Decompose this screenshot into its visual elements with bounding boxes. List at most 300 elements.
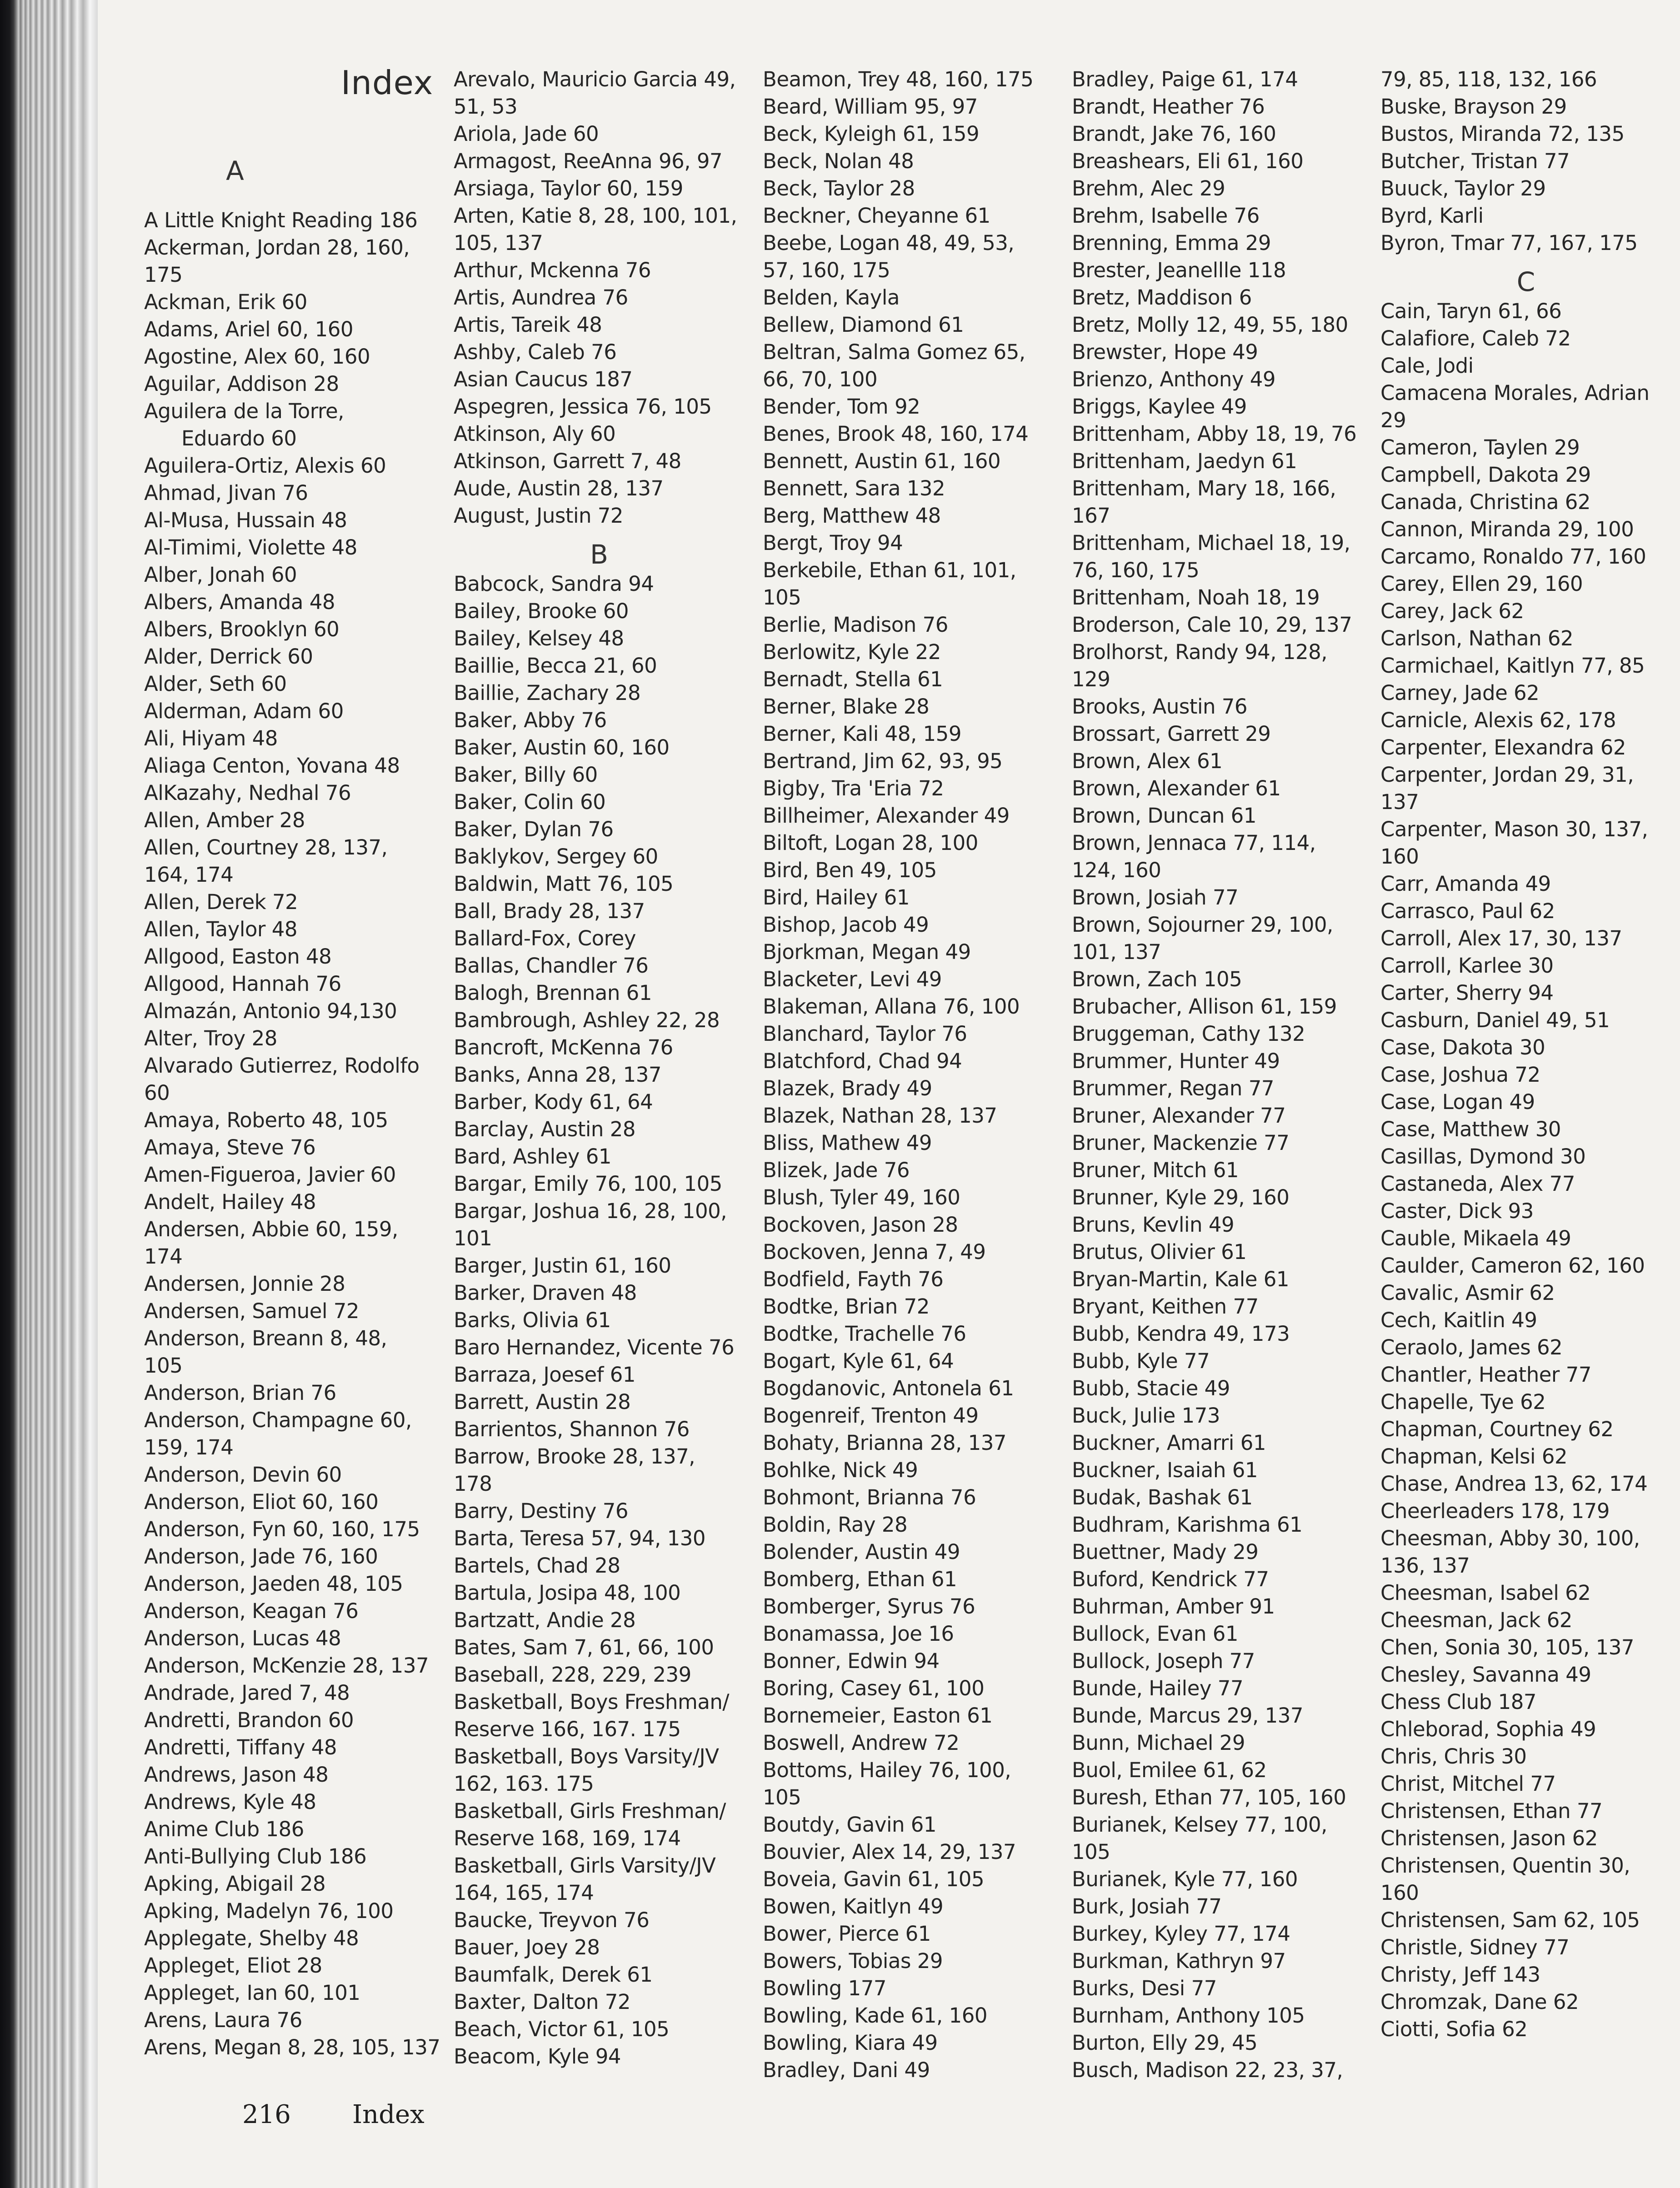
index-entry: Berlie, Madison 76	[763, 613, 948, 637]
index-entry: Buckner, Amarri 61	[1072, 1431, 1266, 1455]
index-entry: 167	[1072, 504, 1110, 528]
index-entry: Boveia, Gavin 61, 105	[763, 1867, 985, 1891]
index-entry: Bliss, Mathew 49	[763, 1131, 932, 1155]
index-entry: Baklykov, Sergey 60	[454, 844, 658, 869]
index-entry: Benes, Brook 48, 160, 174	[763, 422, 1029, 446]
index-entry: Anime Club 186	[144, 1817, 304, 1841]
index-entry: Byrd, Karli	[1380, 204, 1484, 228]
index-entry: Brehm, Alec 29	[1072, 176, 1225, 200]
index-entry: Biltoft, Logan 28, 100	[763, 831, 978, 855]
index-entry: Bodtke, Brian 72	[763, 1294, 930, 1319]
index-entry: Almazán, Antonio 94,130	[144, 999, 397, 1023]
index-entry: Chesley, Savanna 49	[1380, 1663, 1591, 1687]
index-entry: Carrasco, Paul 62	[1380, 899, 1555, 923]
index-entry: Blakeman, Allana 76, 100	[763, 994, 1020, 1019]
index-entry: Boring, Casey 61, 100	[763, 1676, 985, 1700]
index-entry: Eduardo 60	[181, 426, 297, 450]
index-entry: Anderson, Breann 8, 48,	[144, 1326, 387, 1350]
index-entry: Chromzak, Dane 62	[1380, 1990, 1579, 2014]
index-entry: Bustos, Miranda 72, 135	[1380, 122, 1625, 146]
index-entry: Christy, Jeff 143	[1380, 1963, 1540, 1987]
index-entry: Amen-Figueroa, Javier 60	[144, 1163, 396, 1187]
index-entry: Ceraolo, James 62	[1380, 1335, 1563, 1359]
index-entry: Baxter, Dalton 72	[454, 1990, 631, 2014]
index-entry: Allen, Derek 72	[144, 890, 298, 914]
index-entry: 29	[1380, 408, 1406, 432]
index-entry: Berner, Kali 48, 159	[763, 722, 961, 746]
index-entry: Blatchford, Chad 94	[763, 1049, 962, 1073]
index-entry: Cauble, Mikaela 49	[1380, 1226, 1571, 1250]
index-entry: Bretz, Molly 12, 49, 55, 180	[1072, 313, 1348, 337]
index-entry: Basketball, Boys Freshman/	[454, 1690, 730, 1714]
index-entry: Ball, Brady 28, 137	[454, 899, 645, 923]
index-entry: Cheesman, Isabel 62	[1380, 1581, 1591, 1605]
index-entry: Andelt, Hailey 48	[144, 1190, 316, 1214]
index-entry: 66, 70, 100	[763, 367, 878, 391]
index-entry: Apking, Abigail 28	[144, 1872, 326, 1896]
index-entry: Brittenham, Abby 18, 19, 76	[1072, 422, 1357, 446]
index-entry: Bartels, Chad 28	[454, 1554, 620, 1578]
index-entry: Bogart, Kyle 61, 64	[763, 1349, 954, 1373]
index-entry: Albers, Brooklyn 60	[144, 617, 340, 641]
index-entry: 79, 85, 118, 132, 166	[1380, 67, 1597, 91]
index-entry: Bargar, Joshua 16, 28, 100,	[454, 1199, 727, 1223]
index-entry: Andretti, Tiffany 48	[144, 1735, 337, 1759]
index-entry: Bishop, Jacob 49	[763, 913, 929, 937]
index-entry: Anti-Bullying Club 186	[144, 1844, 367, 1868]
index-entry: Brienzo, Anthony 49	[1072, 367, 1276, 391]
index-entry: Bergt, Troy 94	[763, 531, 903, 555]
index-entry: Bunde, Hailey 77	[1072, 1676, 1244, 1700]
index-entry: 105	[763, 1785, 801, 1809]
index-entry: Barger, Justin 61, 160	[454, 1254, 671, 1278]
index-entry: Carey, Jack 62	[1380, 599, 1524, 623]
index-entry: Anderson, Jaeden 48, 105	[144, 1572, 403, 1596]
index-entry: 105	[1072, 1840, 1110, 1864]
index-entry: Basketball, Girls Varsity/JV	[454, 1853, 716, 1878]
index-entry: Carpenter, Jordan 29, 31,	[1380, 763, 1634, 787]
index-entry: Barta, Teresa 57, 94, 130	[454, 1526, 705, 1550]
index-entry: Reserve 166, 167. 175	[454, 1717, 681, 1741]
index-entry: Bender, Tom 92	[763, 395, 920, 419]
index-entry: Bouvier, Alex 14, 29, 137	[763, 1840, 1016, 1864]
index-entry: Allgood, Hannah 76	[144, 972, 341, 996]
index-entry: 105, 137	[454, 231, 543, 255]
index-entry: Ciotti, Sofia 62	[1380, 2017, 1528, 2041]
index-entry: Berner, Blake 28	[763, 694, 930, 719]
index-entry: 60	[144, 1081, 170, 1105]
index-entry: Aspegren, Jessica 76, 105	[454, 395, 712, 419]
index-entry: Ahmad, Jivan 76	[144, 481, 308, 505]
index-entry: Boutdy, Gavin 61	[763, 1813, 937, 1837]
index-entry: Agostine, Alex 60, 160	[144, 345, 370, 369]
index-entry: Chapman, Kelsi 62	[1380, 1444, 1568, 1469]
index-entry: Brehm, Isabelle 76	[1072, 204, 1260, 228]
index-entry: Bornemeier, Easton 61	[763, 1703, 993, 1728]
index-entry: Brown, Duncan 61	[1072, 804, 1256, 828]
index-entry: 136, 137	[1380, 1554, 1470, 1578]
index-entry: Arens, Megan 8, 28, 105, 137	[144, 2035, 440, 2059]
index-entry: Anderson, Devin 60	[144, 1463, 342, 1487]
index-page	[98, 0, 1680, 2188]
index-entry: Atkinson, Garrett 7, 48	[454, 449, 681, 473]
index-entry: Andrade, Jared 7, 48	[144, 1681, 350, 1705]
index-entry: Brittenham, Michael 18, 19,	[1072, 531, 1350, 555]
index-entry: Bernadt, Stella 61	[763, 667, 943, 691]
index-entry: Anderson, Lucas 48	[144, 1626, 341, 1650]
index-entry: Butcher, Tristan 77	[1380, 149, 1570, 173]
index-entry: Chess Club 187	[1380, 1690, 1537, 1714]
index-entry: Burnham, Anthony 105	[1072, 2003, 1305, 2028]
index-entry: Bockoven, Jenna 7, 49	[763, 1240, 986, 1264]
index-column-3	[763, 66, 1054, 2084]
index-entry: Campbell, Dakota 29	[1380, 463, 1591, 487]
index-entry: Bohmont, Brianna 76	[763, 1485, 976, 1509]
index-entry: Baillie, Becca 21, 60	[454, 654, 657, 678]
index-entry: Bonner, Edwin 94	[763, 1649, 940, 1673]
index-entry: Bellew, Diamond 61	[763, 313, 964, 337]
index-entry: Cech, Kaitlin 49	[1380, 1308, 1537, 1332]
index-entry: Ballas, Chandler 76	[454, 954, 649, 978]
index-entry: Beckner, Cheyanne 61	[763, 204, 990, 228]
index-entry: Brutus, Olivier 61	[1072, 1240, 1247, 1264]
index-entry: Bomberg, Ethan 61	[763, 1567, 957, 1591]
index-entry: Bubb, Kyle 77	[1072, 1349, 1210, 1373]
index-entry: Bowling 177	[763, 1976, 886, 2000]
index-entry: Applegate, Shelby 48	[144, 1926, 359, 1950]
index-entry: Burkey, Kyley 77, 174	[1072, 1922, 1290, 1946]
index-entry: Case, Matthew 30	[1380, 1117, 1561, 1141]
index-entry: Carroll, Alex 17, 30, 137	[1380, 926, 1622, 950]
index-entry: Baker, Colin 60	[454, 790, 606, 814]
index-entry: Carey, Ellen 29, 160	[1380, 572, 1583, 596]
index-entry: Beach, Victor 61, 105	[454, 2017, 670, 2041]
index-entry: Buhrman, Amber 91	[1072, 1594, 1275, 1619]
index-entry: Cain, Taryn 61, 66	[1380, 299, 1562, 323]
index-entry: Aguilar, Addison 28	[144, 372, 339, 396]
index-entry: Bauer, Joey 28	[454, 1935, 600, 1959]
index-entry: Bolender, Austin 49	[763, 1540, 960, 1564]
index-entry: Carmichael, Kaitlyn 77, 85	[1380, 654, 1645, 678]
index-entry: Beck, Kyleigh 61, 159	[763, 122, 980, 146]
index-entry: Chen, Sonia 30, 105, 137	[1380, 1635, 1635, 1659]
index-entry: Bretz, Maddison 6	[1072, 285, 1252, 310]
index-entry: Bomberger, Syrus 76	[763, 1594, 975, 1619]
index-entry: Brittenham, Mary 18, 166,	[1072, 476, 1336, 500]
index-entry: Brolhorst, Randy 94, 128,	[1072, 640, 1328, 664]
index-entry: Brandt, Heather 76	[1072, 95, 1265, 119]
index-entry: Anderson, Champagne 60,	[144, 1408, 412, 1432]
index-entry: Christensen, Jason 62	[1380, 1826, 1598, 1850]
page-title: Index	[341, 64, 434, 102]
index-entry: Bullock, Evan 61	[1072, 1622, 1239, 1646]
index-entry: Carpenter, Elexandra 62	[1380, 735, 1626, 759]
index-entry: Basketball, Boys Varsity/JV	[454, 1744, 719, 1768]
index-entry: Burks, Desi 77	[1072, 1976, 1217, 2000]
index-entry: Breashears, Eli 61, 160	[1072, 149, 1304, 173]
index-entry: Barry, Destiny 76	[454, 1499, 629, 1523]
index-entry: Alderman, Adam 60	[144, 699, 344, 723]
index-entry: Baseball, 228, 229, 239	[454, 1663, 691, 1687]
index-entry: Blazek, Nathan 28, 137	[763, 1104, 997, 1128]
index-entry: 164, 165, 174	[454, 1881, 594, 1905]
index-entry: Aguilera-Ortiz, Alexis 60	[144, 454, 386, 478]
index-entry: Cheesman, Abby 30, 100,	[1380, 1526, 1640, 1550]
index-entry: Bennett, Austin 61, 160	[763, 449, 1001, 473]
index-entry: Brown, Jennaca 77, 114,	[1072, 831, 1316, 855]
index-entry: Bockoven, Jason 28	[763, 1213, 958, 1237]
index-entry: Cameron, Taylen 29	[1380, 435, 1580, 460]
index-entry: Canada, Christina 62	[1380, 490, 1591, 514]
index-entry: Bowers, Tobias 29	[763, 1949, 943, 1973]
index-entry: Carpenter, Mason 30, 137,	[1380, 817, 1648, 841]
index-entry: Chapelle, Tye 62	[1380, 1390, 1546, 1414]
index-entry: 164, 174	[144, 863, 234, 887]
index-entry: 57, 160, 175	[763, 258, 890, 282]
index-entry: Banks, Anna 28, 137	[454, 1063, 662, 1087]
index-entry: Burk, Josiah 77	[1072, 1894, 1222, 1918]
index-entry: Babcock, Sandra 94	[454, 572, 654, 596]
index-entry: Andrews, Jason 48	[144, 1763, 329, 1787]
index-entry: Bogenreif, Trenton 49	[763, 1404, 979, 1428]
index-entry: Bradley, Dani 49	[763, 2058, 930, 2082]
index-entry: Christensen, Quentin 30,	[1380, 1853, 1630, 1878]
index-entry: A Little Knight Reading 186	[144, 208, 418, 232]
index-column-2	[454, 66, 745, 2070]
index-entry: Carter, Sherry 94	[1380, 981, 1554, 1005]
index-entry: Belden, Kayla	[763, 285, 900, 310]
index-entry: Bubb, Kendra 49, 173	[1072, 1322, 1290, 1346]
index-entry: Castaneda, Alex 77	[1380, 1172, 1575, 1196]
section-letter: A	[226, 155, 244, 186]
page-number: 216	[242, 2100, 291, 2129]
index-entry: Ackman, Erik 60	[144, 290, 307, 314]
index-entry: Ariola, Jade 60	[454, 122, 599, 146]
index-entry: Andersen, Jonnie 28	[144, 1272, 345, 1296]
index-entry: Baker, Billy 60	[454, 763, 598, 787]
index-entry: Bjorkman, Megan 49	[763, 940, 971, 964]
index-entry: Adams, Ariel 60, 160	[144, 317, 354, 341]
index-entry: Appleget, Ian 60, 101	[144, 1981, 360, 2005]
index-entry: Bruns, Kevlin 49	[1072, 1213, 1235, 1237]
index-entry: Carnicle, Alexis 62, 178	[1380, 708, 1616, 732]
index-entry: Buresh, Ethan 77, 105, 160	[1072, 1785, 1346, 1809]
index-entry: Brittenham, Jaedyn 61	[1072, 449, 1297, 473]
index-entry: Anderson, McKenzie 28, 137	[144, 1653, 429, 1678]
index-entry: Bartula, Josipa 48, 100	[454, 1581, 681, 1605]
index-entry: Andersen, Samuel 72	[144, 1299, 360, 1323]
index-entry: Bunde, Marcus 29, 137	[1072, 1703, 1303, 1728]
index-entry: Allen, Amber 28	[144, 808, 305, 832]
index-entry: Arten, Katie 8, 28, 100, 101,	[454, 204, 737, 228]
index-entry: Barrientos, Shannon 76	[454, 1417, 690, 1441]
index-entry: Bradley, Paige 61, 174	[1072, 67, 1298, 91]
index-entry: Albers, Amanda 48	[144, 590, 335, 614]
index-entry: Burkman, Kathryn 97	[1072, 1949, 1286, 1973]
index-entry: Buford, Kendrick 77	[1072, 1567, 1269, 1591]
index-entry: Beck, Nolan 48	[763, 149, 914, 173]
index-entry: Christensen, Sam 62, 105	[1380, 1908, 1640, 1932]
index-entry: AlKazahy, Nedhal 76	[144, 781, 351, 805]
index-entry: Amaya, Steve 76	[144, 1135, 316, 1159]
index-entry: Andrews, Kyle 48	[144, 1790, 316, 1814]
index-entry: 160	[1380, 844, 1419, 869]
index-entry: Brubacher, Allison 61, 159	[1072, 994, 1337, 1019]
index-entry: Aliaga Centon, Yovana 48	[144, 754, 400, 778]
index-entry: Bodfield, Fayth 76	[763, 1267, 944, 1291]
index-entry: Anderson, Eliot 60, 160	[144, 1490, 379, 1514]
index-entry: Blazek, Brady 49	[763, 1076, 932, 1100]
index-entry: 137	[1380, 790, 1419, 814]
index-entry: 178	[454, 1472, 492, 1496]
index-entry: Cavalic, Asmir 62	[1380, 1281, 1555, 1305]
index-entry: Bailey, Kelsey 48	[454, 626, 624, 650]
index-entry: Bird, Ben 49, 105	[763, 858, 937, 882]
index-entry: Alder, Derrick 60	[144, 644, 313, 669]
index-entry: Barber, Kody 61, 64	[454, 1090, 653, 1114]
index-entry: Brester, Jeanellle 118	[1072, 258, 1286, 282]
index-entry: Brandt, Jake 76, 160	[1072, 122, 1276, 146]
index-entry: Chris, Chris 30	[1380, 1744, 1527, 1768]
index-entry: 159, 174	[144, 1435, 234, 1459]
index-entry: Bruggeman, Cathy 132	[1072, 1022, 1305, 1046]
index-entry: Buol, Emilee 61, 62	[1072, 1758, 1267, 1782]
index-entry: Blanchard, Taylor 76	[763, 1022, 967, 1046]
index-entry: Burianek, Kelsey 77, 100,	[1072, 1813, 1327, 1837]
index-entry: Baro Hernandez, Vicente 76	[454, 1335, 735, 1359]
index-entry: Broderson, Cale 10, 29, 137	[1072, 613, 1352, 637]
index-entry: Buckner, Isaiah 61	[1072, 1458, 1258, 1482]
index-entry: Cheerleaders 178, 179	[1380, 1499, 1610, 1523]
index-entry: Briggs, Kaylee 49	[1072, 395, 1247, 419]
index-entry: Cheesman, Jack 62	[1380, 1608, 1573, 1632]
index-entry: Buuck, Taylor 29	[1380, 176, 1546, 200]
index-entry: Ackerman, Jordan 28, 160,	[144, 235, 410, 260]
index-entry: Caulder, Cameron 62, 160	[1380, 1254, 1645, 1278]
index-entry: Bowen, Kaitlyn 49	[763, 1894, 944, 1918]
index-entry: Chantler, Heather 77	[1380, 1363, 1591, 1387]
index-entry: Anderson, Fyn 60, 160, 175	[144, 1517, 420, 1541]
index-entry: Bruner, Alexander 77	[1072, 1104, 1286, 1128]
index-entry: Brooks, Austin 76	[1072, 694, 1248, 719]
index-entry: Al-Timimi, Violette 48	[144, 535, 357, 559]
index-entry: Carney, Jade 62	[1380, 681, 1540, 705]
index-entry: Brummer, Regan 77	[1072, 1076, 1275, 1100]
index-entry: Bird, Hailey 61	[763, 885, 910, 909]
index-entry: Barrett, Austin 28	[454, 1390, 631, 1414]
index-entry: Arens, Laura 76	[144, 2008, 302, 2032]
index-entry: Bohlke, Nick 49	[763, 1458, 918, 1482]
index-entry: Case, Dakota 30	[1380, 1035, 1545, 1059]
index-entry: Allen, Courtney 28, 137,	[144, 835, 388, 859]
index-entry: Brunner, Kyle 29, 160	[1072, 1185, 1290, 1209]
index-entry: Carr, Amanda 49	[1380, 872, 1551, 896]
index-entry: Bunn, Michael 29	[1072, 1731, 1245, 1755]
index-entry: Ashby, Caleb 76	[454, 340, 617, 364]
index-entry: Chleborad, Sophia 49	[1380, 1717, 1596, 1741]
index-entry: Baker, Abby 76	[454, 708, 607, 732]
index-entry: 101	[454, 1226, 492, 1250]
index-entry: Budhram, Karishma 61	[1072, 1513, 1303, 1537]
index-entry: Beebe, Logan 48, 49, 53,	[763, 231, 1015, 255]
index-entry: Bubb, Stacie 49	[1072, 1376, 1230, 1400]
index-entry: Allen, Taylor 48	[144, 917, 297, 941]
index-entry: Brown, Josiah 77	[1072, 885, 1239, 909]
index-entry: Bower, Pierce 61	[763, 1922, 931, 1946]
index-entry: Baker, Dylan 76	[454, 817, 614, 841]
index-entry: 129	[1072, 667, 1110, 691]
index-entry: Brummer, Hunter 49	[1072, 1049, 1280, 1073]
index-column-1	[144, 155, 440, 2061]
index-entry: Apking, Madelyn 76, 100	[144, 1899, 394, 1923]
index-entry: Brenning, Emma 29	[1072, 231, 1271, 255]
index-entry: Buettner, Mady 29	[1072, 1540, 1259, 1564]
index-entry: Alder, Seth 60	[144, 672, 287, 696]
index-entry: 160	[1380, 1881, 1419, 1905]
index-entry: Brown, Alexander 61	[1072, 776, 1281, 800]
index-entry: 162, 163. 175	[454, 1772, 594, 1796]
index-entry: Alber, Jonah 60	[144, 563, 297, 587]
index-entry: Bullock, Joseph 77	[1072, 1649, 1255, 1673]
index-entry: Caster, Dick 93	[1380, 1199, 1534, 1223]
index-entry: Budak, Bashak 61	[1072, 1485, 1253, 1509]
index-entry: Alvarado Gutierrez, Rodolfo	[144, 1054, 420, 1078]
index-entry: Bruner, Mackenzie 77	[1072, 1131, 1290, 1155]
index-entry: Case, Joshua 72	[1380, 1063, 1540, 1087]
index-entry: Bodtke, Trachelle 76	[763, 1322, 966, 1346]
index-entry: Carroll, Karlee 30	[1380, 954, 1554, 978]
index-entry: Asian Caucus 187	[454, 367, 633, 391]
index-column-5	[1380, 66, 1671, 2043]
index-entry: Beltran, Salma Gomez 65,	[763, 340, 1025, 364]
index-entry: Carlson, Nathan 62	[1380, 626, 1574, 650]
index-entry: August, Justin 72	[454, 504, 624, 528]
index-entry: Cale, Jodi	[1380, 354, 1474, 378]
index-entry: Ballard-Fox, Corey	[454, 926, 636, 950]
index-entry: Andersen, Abbie 60, 159,	[144, 1217, 398, 1241]
index-entry: Arevalo, Mauricio Garcia 49,	[454, 67, 736, 91]
index-entry: Balogh, Brennan 61	[454, 981, 652, 1005]
index-entry: Bowling, Kade 61, 160	[763, 2003, 988, 2028]
index-entry: Bard, Ashley 61	[454, 1144, 611, 1169]
index-entry: Amaya, Roberto 48, 105	[144, 1108, 388, 1132]
index-entry: Bruner, Mitch 61	[1072, 1158, 1239, 1182]
index-entry: Bryan-Martin, Kale 61	[1072, 1267, 1290, 1291]
index-entry: 51, 53	[454, 95, 518, 119]
index-entry: 174	[144, 1244, 183, 1269]
index-entry: Berlowitz, Kyle 22	[763, 640, 941, 664]
index-entry: Buske, Brayson 29	[1380, 95, 1567, 119]
index-entry: Arsiaga, Taylor 60, 159	[454, 176, 683, 200]
index-entry: Camacena Morales, Adrian	[1380, 381, 1650, 405]
index-entry: Atkinson, Aly 60	[454, 422, 616, 446]
index-entry: Blizek, Jade 76	[763, 1158, 910, 1182]
index-entry: 76, 160, 175	[1072, 558, 1200, 582]
book-page-edges	[0, 0, 98, 2188]
index-entry: Casillas, Dymond 30	[1380, 1144, 1586, 1169]
index-entry: Blacketer, Levi 49	[763, 967, 942, 991]
index-entry: Beard, William 95, 97	[763, 95, 978, 119]
index-entry: Christ, Mitchel 77	[1380, 1772, 1556, 1796]
index-entry: Barker, Draven 48	[454, 1281, 637, 1305]
index-entry: Aguilera de la Torre,	[144, 399, 344, 423]
index-column-4	[1072, 66, 1363, 2084]
index-entry: Burton, Elly 29, 45	[1072, 2031, 1258, 2055]
index-entry: Baker, Austin 60, 160	[454, 735, 670, 759]
index-entry: Brittenham, Noah 18, 19	[1072, 585, 1320, 609]
index-entry: Aude, Austin 28, 137	[454, 476, 664, 500]
index-entry: Chapman, Courtney 62	[1380, 1417, 1614, 1441]
